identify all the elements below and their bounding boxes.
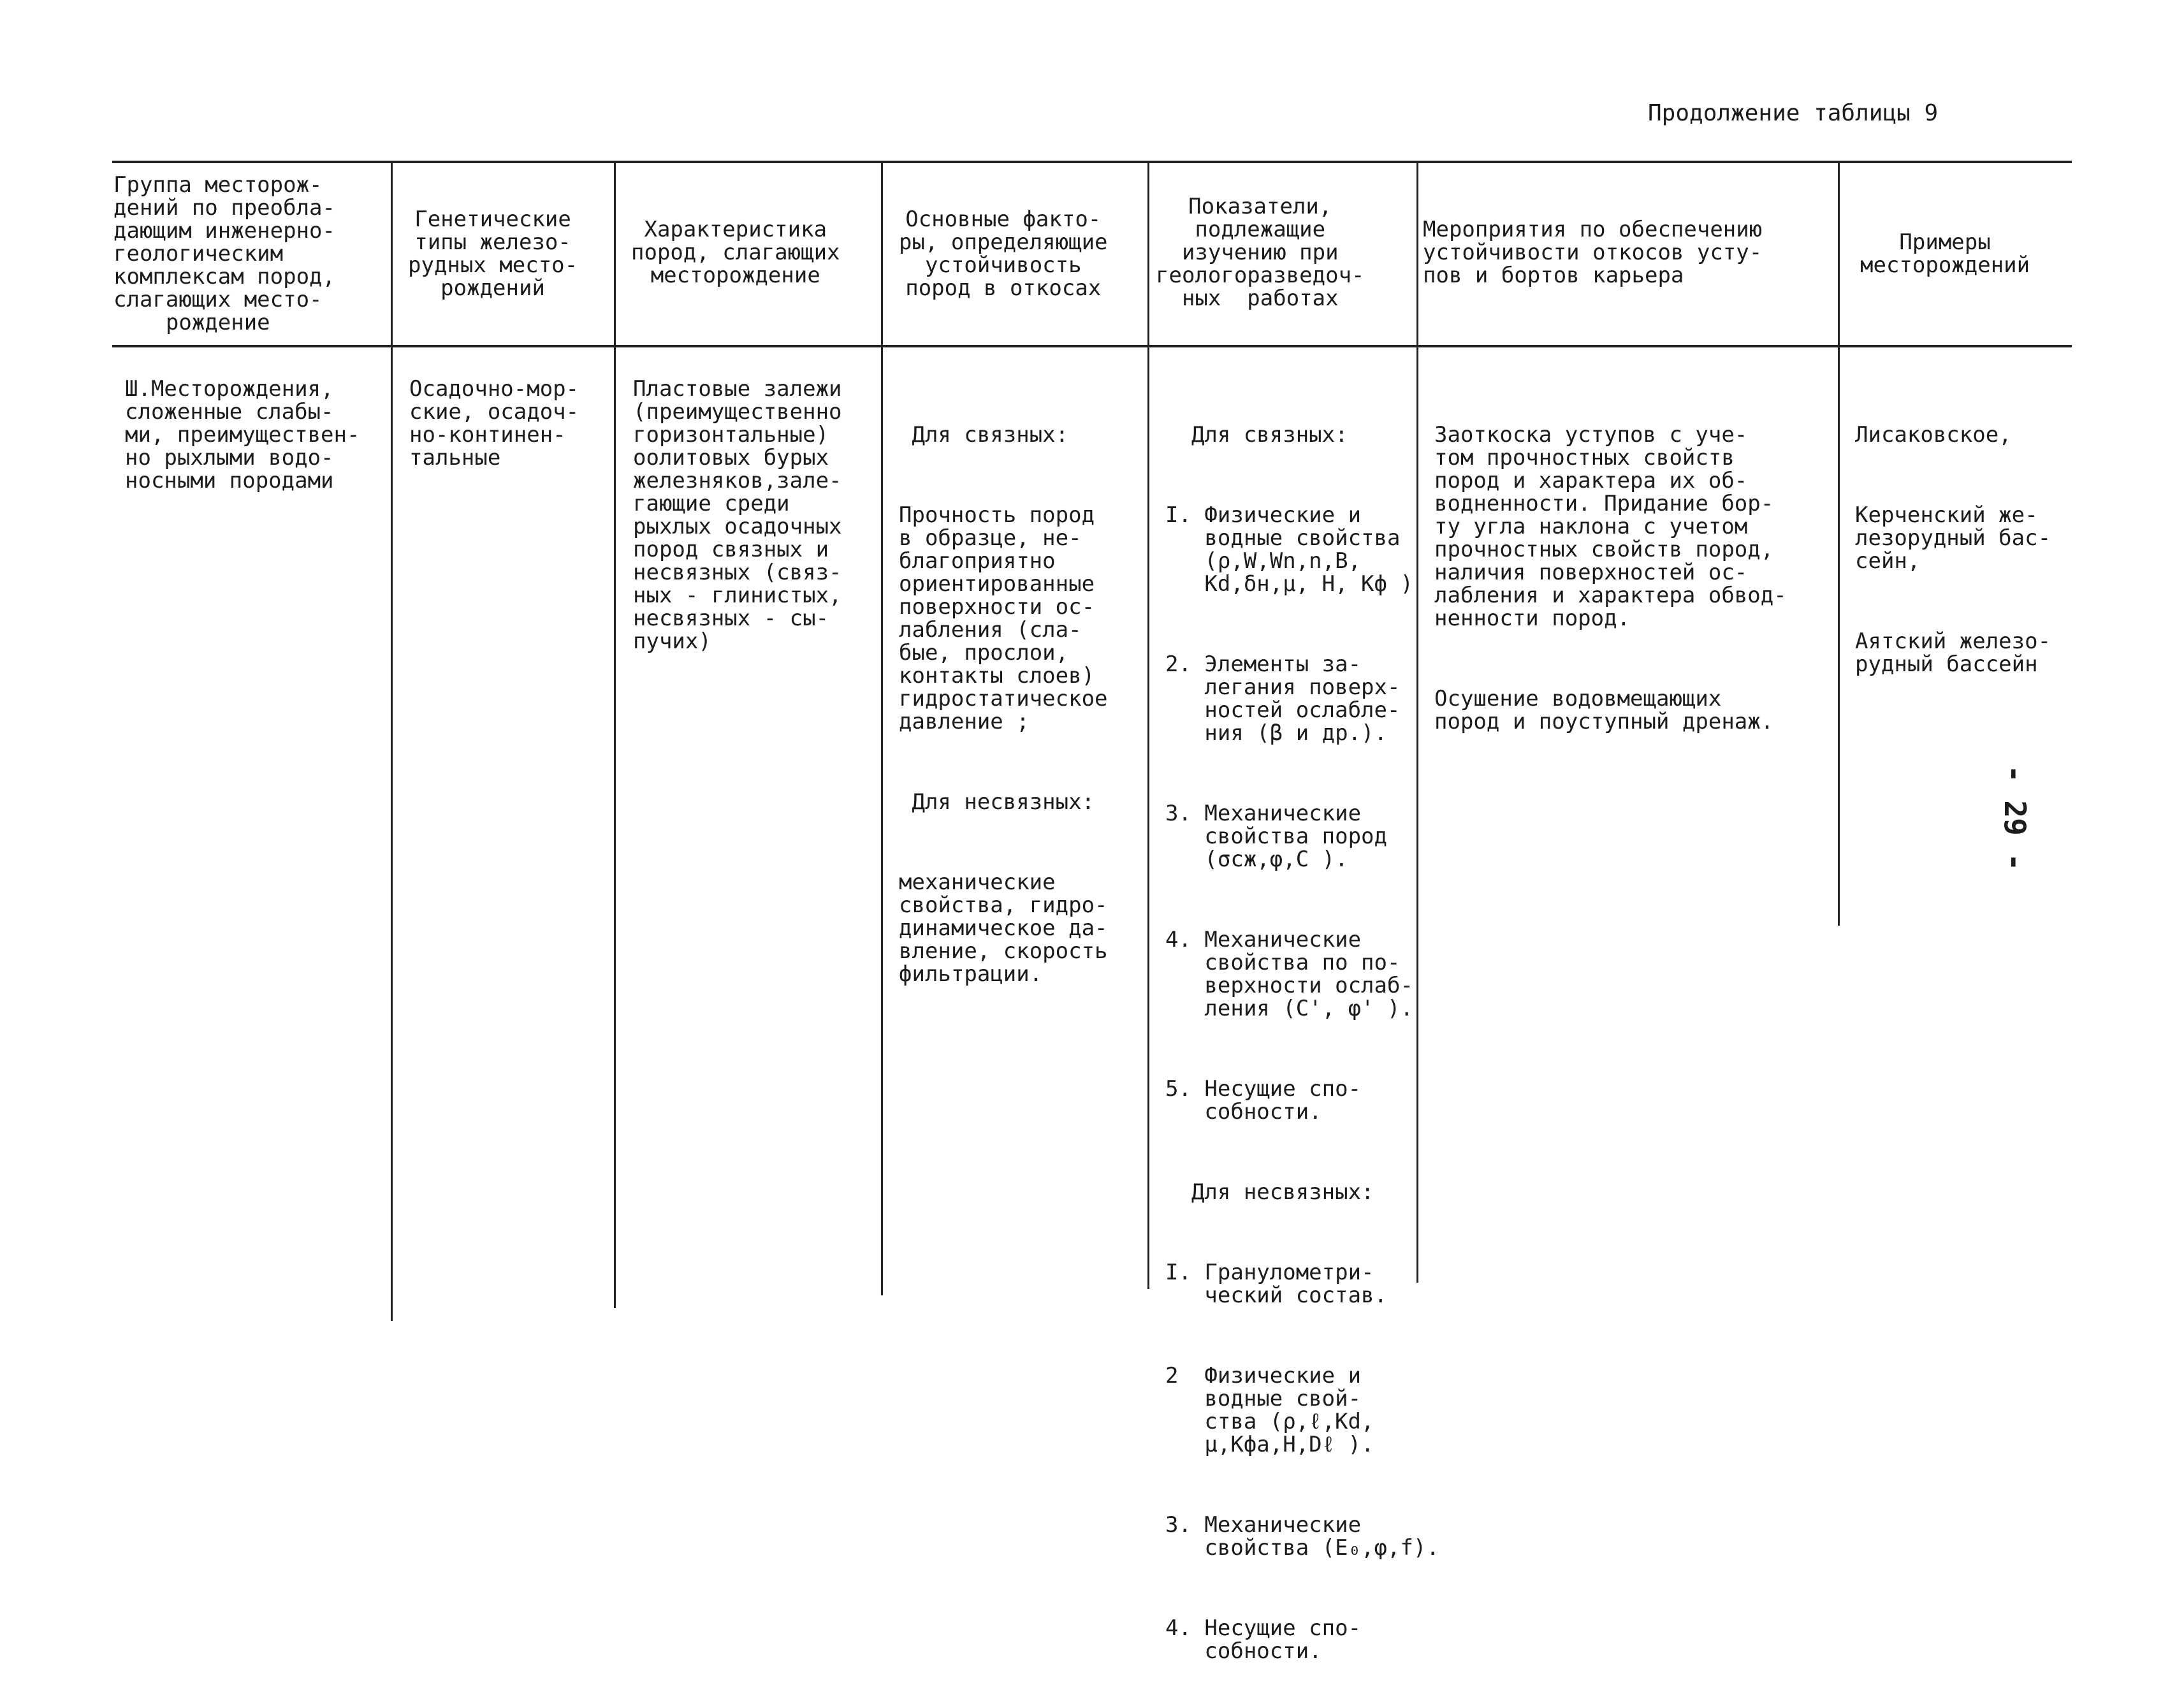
column-divider-6 xyxy=(1838,161,1840,926)
indicator-item: 2. Элементы за- легания поверх- ностей ослабле- ния (β и др.). xyxy=(1165,652,1401,746)
factors-noncohesive-text: механические свойства, гидро- динамическое да- вление, скорость фильтрации. xyxy=(899,870,1108,987)
cell-genetic-types: Осадочно-мор- ские, осадоч- но-континен- тальные xyxy=(409,376,579,470)
measures-paragraph: Осушение водовмещающих пород и поуступный дренаж. xyxy=(1434,686,1774,734)
cell-indicators xyxy=(1165,377,1439,1697)
indicator-item: I. Гранулометри- ческий состав. xyxy=(1165,1260,1387,1308)
indicator-item: 4. Несущие спо- собности. xyxy=(1165,1615,1362,1664)
indicators-noncohesive-title: Для несвязных: xyxy=(1165,1179,1374,1205)
cell-examples xyxy=(1855,377,2051,710)
example-item: Аятский железо- рудный бассейн xyxy=(1855,629,2051,677)
factors-cohesive-text: Прочность пород в образце, не- благоприятно ориентированные поверхности ос- лабления (сла- бые, прослои, контакты слоев) гидростатическое давление ; xyxy=(899,502,1108,734)
measures-paragraph: Заоткоска уступов с уче- том прочностных свойств пород и характера их об- водненности. Придание бор- ту угла наклона с учетом прочностных свойств пород, наличия поверхностей ос- лабления и характера обвод- ненности пород. xyxy=(1434,422,1787,631)
table-top-rule xyxy=(112,161,2072,163)
header-indicators: Показатели, подлежащие изучению при геологоразведоч- ных работах xyxy=(1156,194,1365,311)
indicator-item: 2 Физические и водные свой- ства (ρ,ℓ,Kd, μ,Kфа,H,Dℓ ). xyxy=(1165,1363,1374,1457)
indicators-cohesive-title: Для связных: xyxy=(1165,422,1348,448)
column-divider-3 xyxy=(881,161,883,1295)
indicator-item: 3. Механические свойства (E₀,φ,f). xyxy=(1165,1512,1439,1561)
indicator-item: 4. Механические свойства по по- верхности ослаб- ления (C', φ' ). xyxy=(1165,927,1413,1021)
header-factors: Основные факто- ры, определяющие устойчивость пород в откосах xyxy=(899,207,1108,301)
page-heading: Продолжение таблицы 9 xyxy=(1648,100,1939,126)
header-measures: Мероприятия по обеспечению устойчивости откосов усту- пов и бортов карьера xyxy=(1423,217,1763,288)
indicator-item: 3. Механические свойства пород (σсж,φ,C ). xyxy=(1165,801,1387,872)
column-divider-2 xyxy=(614,161,616,1308)
factors-cohesive-title: Для связных: xyxy=(899,422,1069,448)
header-genetic-types: Генетические типы железо- рудных место- рождений xyxy=(408,207,578,301)
cell-measures xyxy=(1434,377,1787,768)
header-rock-characteristics: Характеристика пород, слагающих месторождение xyxy=(631,217,840,288)
header-group: Группа месторож- дений по преобла- дающим инженерно- геологическим комплексам пород, слагающих место- рождение xyxy=(113,172,335,335)
cell-group: Ш.Месторождения, сложенные слабы- ми, преимуществен- но рыхлыми водо- носными породами xyxy=(125,376,360,493)
example-item: Керченский же- лезорудный бас- сейн, xyxy=(1855,502,2051,574)
cell-rock-characteristics: Пластовые залежи (преимущественно горизонтальные) оолитовых бурых железняков,зале- гающие среди рыхлых осадочных пород связных и несвязных (связ- ных - глинистых, несвязных - сы- пучих) xyxy=(633,376,842,654)
indicator-item: 5. Несущие спо- собности. xyxy=(1165,1076,1362,1125)
page-number: - 29 - xyxy=(1998,765,2032,871)
indicator-item: I. Физические и водные свойства (ρ,W,Wn,n,B, Kd,δн,μ, H, Kф ) xyxy=(1165,502,1413,597)
factors-noncohesive-title: Для несвязных: xyxy=(899,789,1095,815)
column-divider-1 xyxy=(391,161,393,1321)
header-examples: Примеры месторождений xyxy=(1860,229,2030,278)
column-divider-4 xyxy=(1147,161,1149,1289)
header-bottom-rule xyxy=(112,345,2072,347)
example-item: Лисаковское, xyxy=(1855,422,2012,448)
cell-factors xyxy=(899,377,1108,1020)
